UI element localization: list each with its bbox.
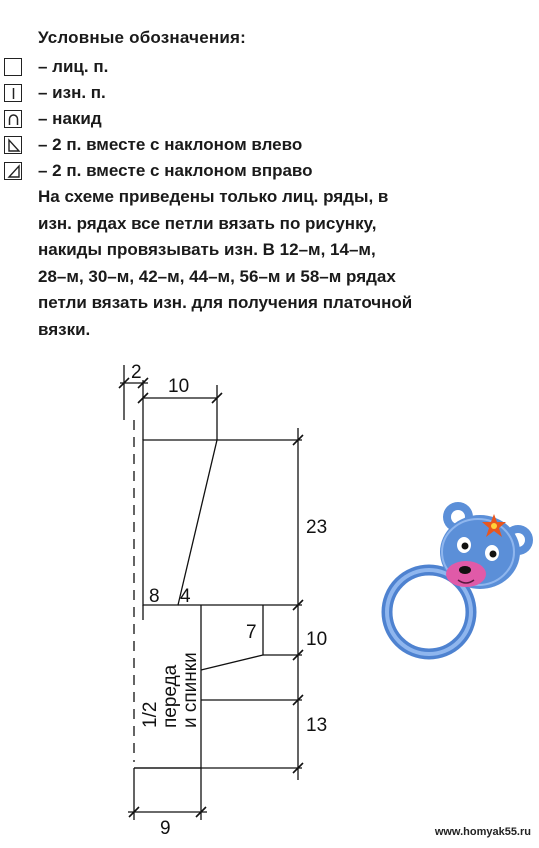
note-line: петли вязать изн. для получения платочной <box>38 293 413 312</box>
dim-label-bottom-width: 9 <box>160 818 171 839</box>
dim-label-side-10: 10 <box>306 629 328 650</box>
dim-label-2: 2 <box>131 362 142 383</box>
note-line: На схеме приведены только лиц. ряды, в <box>38 187 389 206</box>
piece-label-line-2: переда <box>160 664 181 728</box>
dim-label-pocket: 7 <box>246 622 257 643</box>
note-line: 28–м, 30–м, 42–м, 44–м, 56–м и 58–м рядах <box>38 266 396 286</box>
legend-title: Условные обозначения: <box>38 28 246 47</box>
dim-label-side-13: 13 <box>306 715 328 736</box>
dim-label-top-width: 10 <box>168 376 190 397</box>
legend-text-yarnover: – накид <box>38 109 102 128</box>
upper-piece-outline <box>143 440 217 605</box>
note-line: накиды провязывать изн. В 12–м, 14–м, <box>38 240 376 259</box>
dim-label-armhole: 23 <box>306 517 328 538</box>
bear-nose <box>459 566 471 574</box>
note-line: изн. рядах все петли вязать по рисунку, <box>38 213 377 233</box>
legend-text-k2tog-right: – 2 п. вместе с наклоном вправо <box>38 161 313 180</box>
note-line: вязки. <box>38 319 91 339</box>
piece-label-line-3: и спинки <box>180 652 201 728</box>
legend-text-purl: – изн. п. <box>38 83 106 102</box>
dim-label-8: 8 <box>149 586 160 607</box>
piece-label-line-1: 1/2 <box>140 701 161 728</box>
piece-label <box>140 652 201 728</box>
watermark: www.homyak55.ru <box>434 826 531 838</box>
legend-text-k2tog-left: – 2 п. вместе с наклоном влево <box>38 135 303 154</box>
legend-text-knit: – лиц. п. <box>38 57 109 76</box>
bear-ring-toy-icon <box>387 502 533 654</box>
dim-label-4: 4 <box>180 586 191 607</box>
